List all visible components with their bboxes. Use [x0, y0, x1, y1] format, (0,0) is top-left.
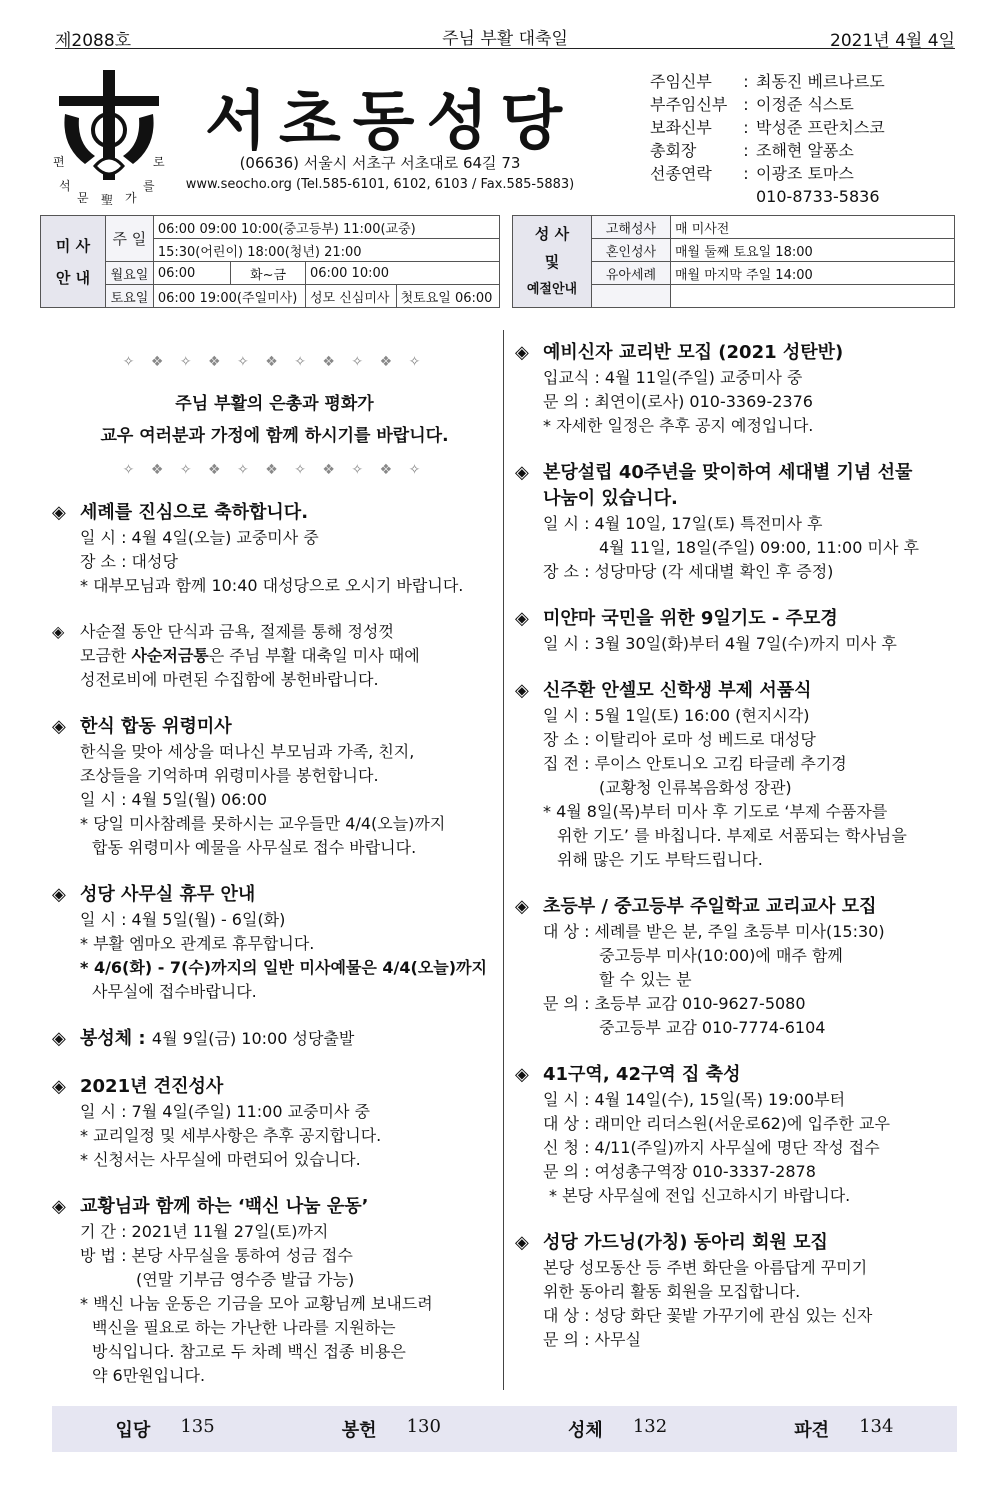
issue-date: 2021년 4월 4일 — [830, 31, 955, 51]
right-column — [515, 326, 955, 1352]
notice-title — [52, 1074, 497, 1100]
notice-catechumen — [515, 340, 955, 438]
notice-line: 위한 기도’ 를 바칩니다. 부제로 서품되는 학사님을 — [557, 826, 907, 845]
notice-line: 문 의 : 여성총구역장 010-3337-2878 — [543, 1162, 816, 1181]
notice-line: * 부활 엠마오 관계로 휴무합니다. — [80, 934, 315, 953]
notice-line: * 자세한 일정은 추후 공지 예정입니다. — [543, 416, 814, 435]
notice-myanmar — [515, 606, 955, 656]
diamond-icon: ◈ — [52, 622, 65, 641]
left-column — [52, 350, 497, 1388]
notice-line: 일 시 : 4월 4일(오늘) 교중미사 중 — [80, 528, 319, 547]
notice-line: 신 청 : 4/11(주일)까지 사무실에 명단 작성 접수 — [543, 1138, 880, 1157]
notice-title-text: 본당설립 40주년을 맞이하여 세대별 기념 선물 — [543, 462, 913, 483]
notice-title-text: 한식 합동 위령미사 — [80, 716, 232, 737]
notice-title-2: 나눔이 있습니다. — [543, 488, 678, 509]
clergy-role: 주임신부 — [650, 72, 712, 91]
notice-line: 위해 많은 기도 부탁드립니다. — [557, 850, 763, 869]
column-divider — [503, 330, 504, 1390]
notice-line: 장 소 : 이탈리아 로마 성 베드로 대성당 — [543, 730, 816, 749]
church-address — [180, 152, 580, 196]
notice-line: 한식을 맞아 세상을 떠나신 부모님과 가족, 친지, — [80, 742, 415, 761]
logo-char-2: 로 — [153, 155, 165, 169]
saturday-marian: 성모 신심미사 — [305, 285, 396, 308]
diamond-icon: ◈ — [515, 608, 529, 629]
notice-vaccine — [52, 1194, 497, 1388]
notice-line: 일 시 : 5월 1일(토) 16:00 (현지시각) — [543, 706, 810, 725]
notice-line: 일 시 : 3월 30일(화)부터 4월 7일(수)까지 미사 후 — [543, 634, 897, 653]
lent-piggybank: 사순저금통 — [131, 646, 209, 665]
notice-title-text: 41구역, 42구역 집 축성 — [543, 1064, 741, 1085]
sacrament-name: 혼인성사 — [592, 239, 671, 262]
notice-line: 4월 11일, 18일(주일) 09:00, 11:00 미사 후 — [599, 538, 919, 557]
hymn-recessional — [794, 1416, 893, 1442]
logo-char-3: 석 — [59, 179, 71, 193]
mass-header-line1: 미 사 — [55, 236, 91, 255]
saturday-first: 첫토요일 06:00 — [396, 285, 499, 308]
notice-line: 위한 동아리 활동 회원을 모집합니다. — [543, 1282, 801, 1301]
saturday-label: 토요일 — [106, 285, 154, 308]
sacraments-header-1: 성 사 — [534, 224, 570, 243]
diamond-icon: ◈ — [515, 680, 529, 701]
clergy-phone: 010-8733-5836 — [756, 187, 880, 206]
sacrament-name-empty — [592, 285, 671, 308]
logo-char-1: 편 — [53, 155, 65, 169]
diamond-icon: ◈ — [515, 342, 529, 363]
clergy-name: 조해현 알퐁소 — [756, 141, 854, 160]
notice-title — [515, 678, 955, 704]
notice-line: 일 시 : 7월 4일(주일) 11:00 교중미사 중 — [80, 1102, 370, 1121]
diamond-icon: ◈ — [52, 716, 66, 737]
notice-memorial — [52, 714, 497, 860]
sacrament-time: 매월 마지막 주일 14:00 — [671, 262, 955, 285]
clergy-list — [650, 70, 885, 208]
greeting-line-1: 주님 부활의 은총과 평화가 — [175, 394, 374, 414]
notice-title-text: 성당 사무실 휴무 안내 — [80, 884, 256, 905]
notice-title — [515, 894, 955, 920]
clergy-role: 부주임신부 — [650, 95, 728, 114]
clergy-role: 선종연락 — [650, 164, 712, 183]
notice-line: 장 소 : 성당마당 (각 세대별 확인 후 증정) — [543, 562, 834, 581]
notice-line: 집 전 : 루이스 안토니오 고킴 타글레 추기경 — [543, 754, 847, 773]
clergy-role: 총회장 — [650, 141, 697, 160]
notice-line: 합동 위령미사 예물을 사무실로 접수 바랍니다. — [92, 838, 417, 857]
notice-title — [52, 500, 497, 526]
diamond-icon: ◈ — [52, 884, 66, 905]
cross-hands-icon — [55, 66, 165, 206]
top-rule — [55, 48, 955, 49]
notice-line: * 본당 사무실에 전입 신고하시기 바랍니다. — [549, 1186, 851, 1205]
notice-house-blessing — [515, 1062, 955, 1208]
notice-title-text: 사순절 동안 단식과 금욕, 절제를 통해 정성껏 — [80, 622, 394, 641]
notice-line: (교황청 인류복음화성 장관) — [599, 778, 792, 797]
notice-title — [52, 882, 497, 908]
notice-teachers — [515, 894, 955, 1040]
lent-text-c: 은 주님 부활 대축일 미사 때에 — [208, 646, 420, 665]
notice-ordination — [515, 678, 955, 872]
notice-title — [515, 1230, 955, 1256]
notice-line: 일 시 : 4월 5일(월) - 6일(화) — [80, 910, 286, 929]
notice-line: 문 의 : 최연이(로사) 010-3369-2376 — [543, 392, 813, 411]
notice-line: 일 시 : 4월 5일(월) 06:00 — [80, 790, 268, 809]
notice-line: 본당 성모동산 등 주변 화단을 아름답게 꾸미기 — [543, 1258, 868, 1277]
notice-confirmation — [52, 1074, 497, 1172]
hymn-offertory — [342, 1416, 441, 1442]
decor-top: ✧ ❖ ✧ ❖ ✧ ❖ ✧ ❖ ✧ ❖ ✧ — [122, 354, 427, 370]
diamond-icon: ◈ — [515, 462, 529, 483]
notice-line: 성전로비에 마련된 수집함에 봉헌바랍니다. — [80, 670, 379, 689]
clergy-row: 선종연락 : 이광조 토마스 — [650, 164, 854, 183]
mass-table-header — [41, 216, 106, 308]
notice-line: 방 법 : 본당 사무실을 통하여 성금 접수 — [80, 1246, 353, 1265]
notice-gardening — [515, 1230, 955, 1352]
clergy-name: 최동진 베르나르도 — [756, 72, 885, 91]
hymn-number: 134 — [859, 1416, 894, 1437]
notice-line: 대 상 : 래미안 리더스원(서운로62)에 입주한 교우 — [543, 1114, 890, 1133]
decor-bottom: ✧ ❖ ✧ ❖ ✧ ❖ ✧ ❖ ✧ ❖ ✧ — [122, 462, 427, 478]
notice-line: 사무실에 접수바랍니다. — [92, 982, 257, 1001]
notice-line: * 4/6(화) - 7(수)까지의 일반 미사예물은 4/4(오늘)까지 — [80, 958, 487, 977]
sacraments-header-2: 및 — [544, 252, 560, 271]
diamond-icon: ◈ — [52, 1028, 66, 1049]
tue-fri-time: 06:00 10:00 — [305, 262, 499, 285]
notice-title — [515, 1062, 955, 1088]
hymn-number: 135 — [180, 1416, 215, 1437]
postal-address: (06636) 서울시 서초구 서초대로 64길 73 — [239, 154, 521, 172]
notice-title-text: 2021년 견진성사 — [80, 1076, 224, 1097]
notice-line: 문 의 : 사무실 — [543, 1330, 641, 1349]
notice-line: 조상들을 기억하며 위령미사를 봉헌합니다. — [80, 766, 379, 785]
notice-title-text: 신주환 안셀모 신학생 부제 서품식 — [543, 680, 812, 701]
notice-title — [515, 340, 955, 366]
sacraments-header-3: 예절안내 — [526, 281, 578, 297]
notice-title-text: 미얀마 국민을 위한 9일기도 - 주모경 — [543, 608, 838, 629]
mass-schedule-table — [40, 215, 500, 308]
notice-title — [52, 1194, 497, 1220]
sunday-label: 주 일 — [106, 216, 154, 262]
diamond-icon: ◈ — [52, 1196, 66, 1217]
notice-line: 문 의 : 초등부 교감 010-9627-5080 — [543, 994, 806, 1013]
notice-title-text: 봉성체 : — [80, 1028, 146, 1049]
saturday-time: 06:00 19:00(주일미사) — [153, 285, 305, 308]
notice-line: * 당일 미사참례를 못하시는 교우들만 4/4(오늘)까지 — [80, 814, 446, 833]
clergy-name: 박성준 프란치스코 — [756, 118, 885, 137]
clergy-row: 보좌신부 : 박성준 프란치스코 — [650, 118, 885, 137]
monday-label: 월요일 — [106, 262, 154, 285]
logo-char-6: 聖 — [101, 193, 114, 207]
notice-line: 중고등부 교감 010-7774-6104 — [599, 1018, 826, 1037]
notice-line: * 백신 나눔 운동은 기금을 모아 교황님께 보내드려 — [80, 1294, 433, 1313]
notice-lent — [52, 620, 497, 692]
clergy-name: 이정준 식스토 — [756, 95, 854, 114]
issue-number: 제2088호 — [55, 31, 132, 51]
sacrament-time: 매월 둘째 토요일 18:00 — [671, 239, 955, 262]
tue-fri-label: 화~금 — [231, 262, 306, 285]
notice-line: 할 수 있는 분 — [599, 970, 692, 989]
clergy-role — [650, 185, 736, 208]
church-logo — [55, 66, 165, 206]
hymn-footer — [52, 1406, 957, 1452]
notice-title-text: 초등부 / 중고등부 주일학교 교리교사 모집 — [543, 896, 877, 917]
clergy-row: 주임신부 : 최동진 베르나르도 — [650, 72, 885, 91]
notice-title-text: 교황님과 함께 하는 ‘백신 나눔 운동’ — [80, 1196, 369, 1217]
clergy-row: 총회장 : 조해현 알퐁소 — [650, 141, 854, 160]
notice-line: 약 6만원입니다. — [92, 1366, 206, 1385]
sacraments-header — [513, 216, 592, 308]
sacrament-time-empty — [671, 285, 955, 308]
diamond-icon: ◈ — [515, 896, 529, 917]
diamond-icon: ◈ — [52, 1076, 66, 1097]
diamond-icon: ◈ — [515, 1064, 529, 1085]
notice-line: 기 간 : 2021년 11월 27일(토)까지 — [80, 1222, 329, 1241]
notice-title — [52, 620, 497, 644]
notice-baptism — [52, 500, 497, 598]
hymn-number: 132 — [632, 1416, 668, 1437]
notice-title — [515, 606, 955, 632]
diamond-icon: ◈ — [515, 1232, 529, 1253]
notice-line: (연말 기부금 영수증 발급 가능) — [136, 1270, 355, 1289]
notice-line: * 신청서는 사무실에 마련되어 있습니다. — [80, 1150, 361, 1169]
notice-line — [52, 644, 497, 668]
notice-title-text: 성당 가드닝(가칭) 동아리 회원 모집 — [543, 1232, 828, 1253]
hymn-label: 성체 — [568, 1420, 603, 1441]
lent-text-a: 모금한 — [80, 646, 132, 665]
notice-title-text: 예비신자 교리반 모집 (2021 성탄반) — [543, 342, 844, 363]
sacraments-table — [512, 215, 955, 308]
notice-line: 입교식 : 4월 11일(주일) 교중미사 중 — [543, 368, 803, 387]
notice-title — [52, 1026, 497, 1052]
greeting-line-2: 교우 여러분과 가정에 함께 하시기를 바랍니다. — [100, 426, 449, 446]
sunday-times-1: 06:00 09:00 10:00(중고등부) 11:00(교중) — [153, 216, 499, 239]
sacrament-name: 유아세례 — [592, 262, 671, 285]
notice-title — [52, 714, 497, 740]
clergy-row: 부주임신부 : 이정준 식스토 — [650, 95, 854, 114]
notice-line: 일 시 : 4월 10일, 17일(토) 특전미사 후 — [543, 514, 823, 533]
notice-line: 장 소 : 대성당 — [80, 552, 178, 571]
notice-anniversary — [515, 460, 955, 584]
hymn-communion — [568, 1416, 667, 1442]
mass-header-line2: 안 내 — [55, 268, 91, 287]
diamond-icon: ◈ — [52, 502, 66, 523]
logo-char-7: 가 — [125, 191, 137, 205]
notice-title — [515, 460, 955, 486]
sunday-times-2: 15:30(어린이) 18:00(청년) 21:00 — [153, 239, 499, 262]
logo-char-4: 를 — [143, 179, 155, 193]
notice-title-text: 세례를 진심으로 축하합니다. — [80, 502, 309, 523]
notice-communion — [52, 1026, 497, 1052]
communion-text: 4월 9일(금) 10:00 성당출발 — [151, 1029, 355, 1048]
hymn-label: 파견 — [794, 1420, 830, 1441]
notice-line: * 4월 8일(목)부터 미사 후 기도로 ‘부제 수품자를 — [543, 802, 888, 821]
hymn-entrance — [116, 1416, 215, 1442]
hymn-label: 봉헌 — [341, 1420, 377, 1441]
feast-name: 주님 부활 대축일 — [442, 29, 568, 49]
church-name: 서초동성당 — [205, 85, 575, 159]
monday-time: 06:00 — [153, 262, 230, 285]
notice-line: * 교리일정 및 세부사항은 추후 공지합니다. — [80, 1126, 382, 1145]
clergy-row — [650, 185, 885, 208]
web-contact: www.seocho.org (Tel.585-6101, 6102, 6103 / Fax.585-5883) — [185, 177, 575, 192]
sacrament-time: 매 미사전 — [671, 216, 955, 239]
notice-line: 방식입니다. 참고로 두 차례 백신 접종 비용은 — [92, 1342, 406, 1361]
notice-line: 백신을 필요로 하는 가난한 나라를 지원하는 — [92, 1318, 396, 1337]
clergy-role: 보좌신부 — [650, 118, 712, 137]
notice-line: 중고등부 미사(10:00)에 매주 함께 — [599, 946, 843, 965]
hymn-label: 입당 — [115, 1420, 151, 1441]
notice-line: 일 시 : 4월 14일(수), 15일(목) 19:00부터 — [543, 1090, 846, 1109]
logo-char-5: 문 — [77, 191, 89, 205]
notice-line: 대 상 : 세례를 받은 분, 주일 초등부 미사(15:30) — [543, 922, 885, 941]
notice-office — [52, 882, 497, 1004]
notice-line: * 대부모님과 함께 10:40 대성당으로 오시기 바랍니다. — [80, 576, 464, 595]
clergy-name: 이광조 토마스 — [756, 164, 854, 183]
hymn-number: 130 — [406, 1416, 441, 1437]
sacrament-name: 고해성사 — [592, 216, 671, 239]
notice-line: 대 상 : 성당 화단 꽃밭 가꾸기에 관심 있는 신자 — [543, 1306, 873, 1325]
